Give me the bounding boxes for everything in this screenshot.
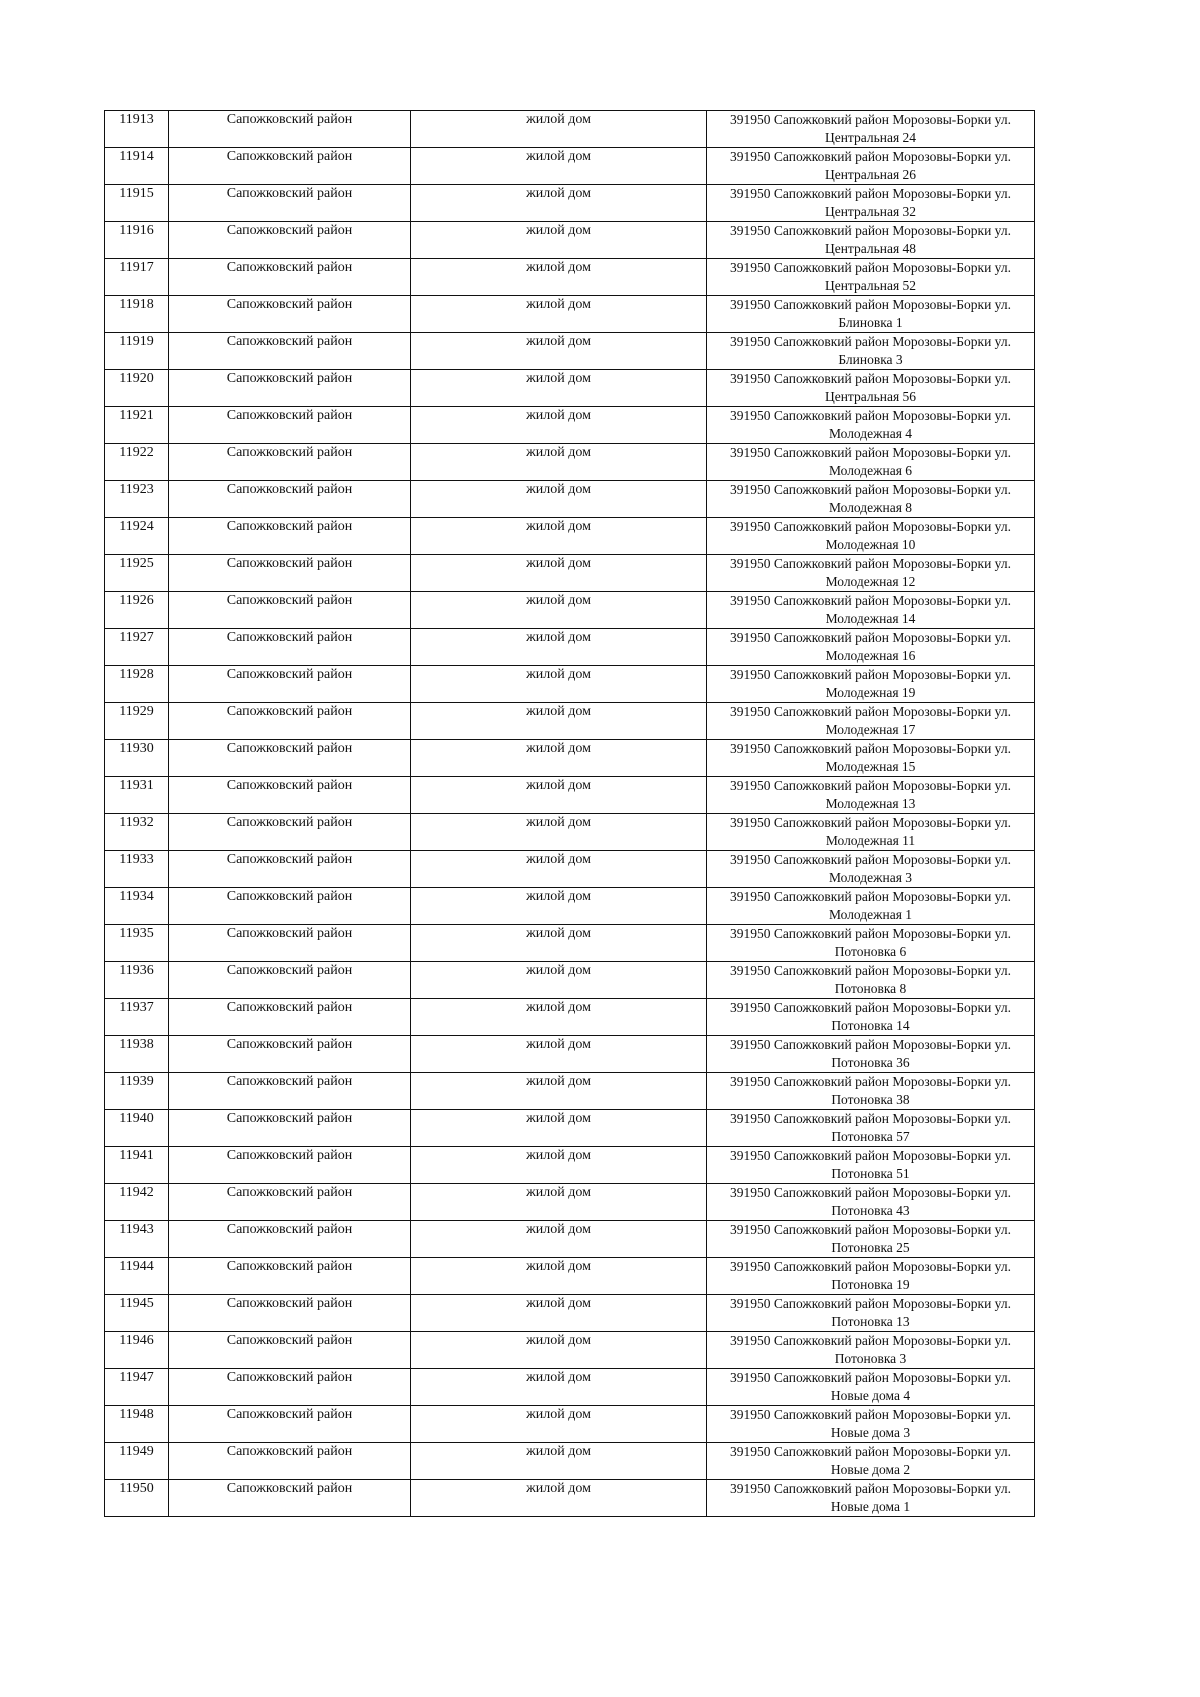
row-district-cell: Сапожковский район [169, 222, 411, 259]
address-line-1: 391950 Сапожковкий район Морозовы-Борки ул. [730, 1074, 1011, 1089]
address-line-1: 391950 Сапожковкий район Морозовы-Борки ул. [730, 741, 1011, 756]
row-type-cell: жилой дом [411, 1221, 707, 1258]
row-address-cell [707, 111, 1035, 148]
row-address-cell [707, 185, 1035, 222]
address-line-1: 391950 Сапожковкий район Морозовы-Борки ул. [730, 1370, 1011, 1385]
address-line-1: 391950 Сапожковкий район Морозовы-Борки ул. [730, 667, 1011, 682]
row-type-cell: жилой дом [411, 703, 707, 740]
row-type-cell: жилой дом [411, 1258, 707, 1295]
address-line-2: Молодежная 19 [825, 685, 916, 700]
row-id-cell: 11938 [105, 1036, 169, 1073]
row-district-cell: Сапожковский район [169, 185, 411, 222]
address-line-1: 391950 Сапожковкий район Морозовы-Борки ул. [730, 556, 1011, 571]
row-district-cell: Сапожковский район [169, 1406, 411, 1443]
address-line-2: Молодежная 3 [828, 870, 913, 885]
row-address-cell [707, 1036, 1035, 1073]
row-address-cell [707, 148, 1035, 185]
row-id-cell: 11928 [105, 666, 169, 703]
row-district-cell: Сапожковский район [169, 333, 411, 370]
row-district-cell: Сапожковский район [169, 518, 411, 555]
row-address-cell [707, 925, 1035, 962]
address-line-1: 391950 Сапожковкий район Морозовы-Борки ул. [730, 519, 1011, 534]
table-row [105, 1073, 1035, 1110]
row-district-cell: Сапожковский район [169, 925, 411, 962]
table-row [105, 629, 1035, 666]
address-line-1: 391950 Сапожковкий район Морозовы-Борки ул. [730, 408, 1011, 423]
row-district-cell: Сапожковский район [169, 777, 411, 814]
row-district-cell: Сапожковский район [169, 148, 411, 185]
address-line-1: 391950 Сапожковкий район Морозовы-Борки ул. [730, 1000, 1011, 1015]
address-line-2: Центральная 52 [824, 278, 917, 293]
row-address-cell [707, 481, 1035, 518]
address-line-1: 391950 Сапожковкий район Морозовы-Борки ул. [730, 149, 1011, 164]
address-line-2: Молодежная 12 [825, 574, 916, 589]
row-address-cell [707, 740, 1035, 777]
row-district-cell: Сапожковский район [169, 481, 411, 518]
address-line-1: 391950 Сапожковкий район Морозовы-Борки ул. [730, 112, 1011, 127]
address-line-2: Молодежная 8 [828, 500, 913, 515]
row-district-cell: Сапожковский район [169, 1110, 411, 1147]
address-line-1: 391950 Сапожковкий район Морозовы-Борки ул. [730, 223, 1011, 238]
address-line-1: 391950 Сапожковкий район Морозовы-Борки ул. [730, 926, 1011, 941]
address-line-2: Потоновка 8 [834, 981, 907, 996]
row-id-cell: 11941 [105, 1147, 169, 1184]
address-line-2: Молодежная 4 [828, 426, 913, 441]
row-address-cell [707, 296, 1035, 333]
table-row [105, 1480, 1035, 1517]
row-address-cell [707, 629, 1035, 666]
row-id-cell: 11937 [105, 999, 169, 1036]
row-district-cell: Сапожковский район [169, 814, 411, 851]
row-district-cell: Сапожковский район [169, 407, 411, 444]
row-address-cell [707, 1443, 1035, 1480]
address-line-1: 391950 Сапожковкий район Морозовы-Борки ул. [730, 1481, 1011, 1496]
row-type-cell: жилой дом [411, 629, 707, 666]
row-address-cell [707, 1073, 1035, 1110]
row-id-cell: 11923 [105, 481, 169, 518]
table-row [105, 1147, 1035, 1184]
row-id-cell: 11916 [105, 222, 169, 259]
table-row [105, 740, 1035, 777]
row-address-cell [707, 592, 1035, 629]
row-id-cell: 11934 [105, 888, 169, 925]
address-line-2: Потоновка 25 [831, 1240, 910, 1255]
records-table-body [105, 111, 1035, 1517]
row-id-cell: 11922 [105, 444, 169, 481]
row-district-cell: Сапожковский район [169, 259, 411, 296]
address-line-1: 391950 Сапожковкий район Морозовы-Борки ул. [730, 963, 1011, 978]
row-type-cell: жилой дом [411, 185, 707, 222]
table-row [105, 1332, 1035, 1369]
row-district-cell: Сапожковский район [169, 592, 411, 629]
row-address-cell [707, 222, 1035, 259]
address-line-2: Молодежная 14 [825, 611, 916, 626]
address-line-1: 391950 Сапожковкий район Морозовы-Борки ул. [730, 334, 1011, 349]
address-line-1: 391950 Сапожковкий район Морозовы-Борки ул. [730, 260, 1011, 275]
row-address-cell [707, 777, 1035, 814]
address-line-1: 391950 Сапожковкий район Морозовы-Борки ул. [730, 186, 1011, 201]
row-district-cell: Сапожковский район [169, 111, 411, 148]
address-line-2: Потоновка 3 [834, 1351, 907, 1366]
table-row [105, 999, 1035, 1036]
row-address-cell [707, 1221, 1035, 1258]
row-type-cell: жилой дом [411, 148, 707, 185]
row-type-cell: жилой дом [411, 851, 707, 888]
table-row [105, 1221, 1035, 1258]
row-district-cell: Сапожковский район [169, 962, 411, 999]
table-row [105, 1258, 1035, 1295]
row-district-cell: Сапожковский район [169, 555, 411, 592]
table-row [105, 407, 1035, 444]
row-district-cell: Сапожковский район [169, 629, 411, 666]
row-type-cell: жилой дом [411, 666, 707, 703]
row-id-cell: 11935 [105, 925, 169, 962]
table-row [105, 925, 1035, 962]
table-row [105, 703, 1035, 740]
table-row [105, 444, 1035, 481]
address-line-2: Молодежная 13 [825, 796, 916, 811]
address-line-2: Потоновка 13 [831, 1314, 910, 1329]
row-type-cell: жилой дом [411, 1443, 707, 1480]
address-line-2: Новые дома 1 [830, 1499, 911, 1514]
row-type-cell: жилой дом [411, 1369, 707, 1406]
address-line-1: 391950 Сапожковкий район Морозовы-Борки ул. [730, 889, 1011, 904]
row-address-cell [707, 1332, 1035, 1369]
row-id-cell: 11921 [105, 407, 169, 444]
table-row [105, 1406, 1035, 1443]
row-type-cell: жилой дом [411, 740, 707, 777]
address-line-2: Потоновка 6 [834, 944, 907, 959]
address-line-2: Центральная 24 [824, 130, 917, 145]
row-district-cell: Сапожковский район [169, 1332, 411, 1369]
address-line-2: Молодежная 15 [825, 759, 916, 774]
row-type-cell: жилой дом [411, 444, 707, 481]
row-id-cell: 11932 [105, 814, 169, 851]
row-district-cell: Сапожковский район [169, 1036, 411, 1073]
row-district-cell: Сапожковский район [169, 888, 411, 925]
row-district-cell: Сапожковский район [169, 703, 411, 740]
table-row [105, 370, 1035, 407]
row-type-cell: жилой дом [411, 814, 707, 851]
address-line-1: 391950 Сапожковкий район Морозовы-Борки ул. [730, 297, 1011, 312]
row-id-cell: 11939 [105, 1073, 169, 1110]
address-line-2: Молодежная 1 [828, 907, 913, 922]
row-address-cell [707, 888, 1035, 925]
row-address-cell [707, 555, 1035, 592]
address-line-1: 391950 Сапожковкий район Морозовы-Борки ул. [730, 778, 1011, 793]
row-type-cell: жилой дом [411, 1332, 707, 1369]
address-line-2: Потоновка 38 [831, 1092, 910, 1107]
row-id-cell: 11930 [105, 740, 169, 777]
row-type-cell: жилой дом [411, 259, 707, 296]
table-row [105, 777, 1035, 814]
row-id-cell: 11914 [105, 148, 169, 185]
row-type-cell: жилой дом [411, 962, 707, 999]
row-id-cell: 11925 [105, 555, 169, 592]
address-line-1: 391950 Сапожковкий район Морозовы-Борки ул. [730, 1037, 1011, 1052]
row-id-cell: 11945 [105, 1295, 169, 1332]
row-type-cell: жилой дом [411, 1184, 707, 1221]
row-address-cell [707, 259, 1035, 296]
row-district-cell: Сапожковский район [169, 1147, 411, 1184]
address-line-1: 391950 Сапожковкий район Морозовы-Борки ул. [730, 1333, 1011, 1348]
row-type-cell: жилой дом [411, 296, 707, 333]
row-id-cell: 11927 [105, 629, 169, 666]
row-address-cell [707, 999, 1035, 1036]
table-row [105, 148, 1035, 185]
table-row [105, 555, 1035, 592]
table-row [105, 666, 1035, 703]
row-district-cell: Сапожковский район [169, 370, 411, 407]
table-row [105, 851, 1035, 888]
address-line-2: Центральная 56 [824, 389, 917, 404]
table-row [105, 259, 1035, 296]
address-line-1: 391950 Сапожковкий район Морозовы-Борки ул. [730, 1185, 1011, 1200]
row-type-cell: жилой дом [411, 111, 707, 148]
table-row [105, 518, 1035, 555]
row-type-cell: жилой дом [411, 1073, 707, 1110]
address-line-1: 391950 Сапожковкий район Морозовы-Борки ул. [730, 445, 1011, 460]
table-row [105, 481, 1035, 518]
address-line-1: 391950 Сапожковкий район Морозовы-Борки ул. [730, 630, 1011, 645]
row-type-cell: жилой дом [411, 555, 707, 592]
address-line-2: Молодежная 11 [825, 833, 916, 848]
address-line-1: 391950 Сапожковкий район Морозовы-Борки ул. [730, 1222, 1011, 1237]
address-line-1: 391950 Сапожковкий район Морозовы-Борки ул. [730, 1259, 1011, 1274]
address-line-2: Центральная 26 [824, 167, 917, 182]
row-district-cell: Сапожковский район [169, 999, 411, 1036]
table-row [105, 1369, 1035, 1406]
row-address-cell [707, 518, 1035, 555]
row-id-cell: 11948 [105, 1406, 169, 1443]
row-district-cell: Сапожковский район [169, 1295, 411, 1332]
row-address-cell [707, 1184, 1035, 1221]
row-address-cell [707, 1406, 1035, 1443]
address-line-2: Новые дома 3 [830, 1425, 911, 1440]
address-line-2: Потоновка 14 [831, 1018, 910, 1033]
row-district-cell: Сапожковский район [169, 1369, 411, 1406]
address-line-2: Центральная 48 [824, 241, 917, 256]
address-line-1: 391950 Сапожковкий район Морозовы-Борки ул. [730, 1296, 1011, 1311]
table-row [105, 1036, 1035, 1073]
row-address-cell [707, 814, 1035, 851]
row-id-cell: 11913 [105, 111, 169, 148]
row-district-cell: Сапожковский район [169, 1184, 411, 1221]
row-id-cell: 11918 [105, 296, 169, 333]
table-row [105, 1443, 1035, 1480]
row-id-cell: 11929 [105, 703, 169, 740]
row-id-cell: 11917 [105, 259, 169, 296]
row-address-cell [707, 962, 1035, 999]
address-line-2: Потоновка 36 [831, 1055, 910, 1070]
row-type-cell: жилой дом [411, 777, 707, 814]
address-line-2: Молодежная 16 [825, 648, 916, 663]
row-id-cell: 11924 [105, 518, 169, 555]
table-row [105, 888, 1035, 925]
row-address-cell [707, 1258, 1035, 1295]
address-line-2: Молодежная 6 [828, 463, 913, 478]
address-line-2: Молодежная 17 [825, 722, 916, 737]
row-district-cell: Сапожковский район [169, 666, 411, 703]
row-id-cell: 11949 [105, 1443, 169, 1480]
row-district-cell: Сапожковский район [169, 1073, 411, 1110]
address-line-1: 391950 Сапожковкий район Морозовы-Борки ул. [730, 852, 1011, 867]
row-address-cell [707, 370, 1035, 407]
address-line-1: 391950 Сапожковкий район Морозовы-Борки ул. [730, 482, 1011, 497]
row-type-cell: жилой дом [411, 999, 707, 1036]
row-id-cell: 11915 [105, 185, 169, 222]
row-address-cell [707, 444, 1035, 481]
row-type-cell: жилой дом [411, 888, 707, 925]
address-line-1: 391950 Сапожковкий район Морозовы-Борки ул. [730, 593, 1011, 608]
row-type-cell: жилой дом [411, 1036, 707, 1073]
row-id-cell: 11944 [105, 1258, 169, 1295]
row-district-cell: Сапожковский район [169, 851, 411, 888]
row-id-cell: 11933 [105, 851, 169, 888]
row-district-cell: Сапожковский район [169, 740, 411, 777]
table-row [105, 333, 1035, 370]
address-line-1: 391950 Сапожковкий район Морозовы-Борки ул. [730, 1444, 1011, 1459]
records-table [104, 110, 1035, 1517]
address-line-2: Потоновка 43 [831, 1203, 910, 1218]
address-line-2: Молодежная 10 [825, 537, 916, 552]
address-line-2: Потоновка 19 [831, 1277, 910, 1292]
row-type-cell: жилой дом [411, 1480, 707, 1517]
address-line-2: Потоновка 57 [831, 1129, 910, 1144]
address-line-1: 391950 Сапожковкий район Морозовы-Борки ул. [730, 815, 1011, 830]
row-type-cell: жилой дом [411, 1147, 707, 1184]
row-address-cell [707, 1147, 1035, 1184]
row-type-cell: жилой дом [411, 518, 707, 555]
row-type-cell: жилой дом [411, 1295, 707, 1332]
table-row [105, 1295, 1035, 1332]
table-row [105, 592, 1035, 629]
row-district-cell: Сапожковский район [169, 444, 411, 481]
row-district-cell: Сапожковский район [169, 296, 411, 333]
address-line-2: Новые дома 4 [830, 1388, 911, 1403]
row-type-cell: жилой дом [411, 1406, 707, 1443]
address-line-2: Центральная 32 [824, 204, 917, 219]
row-district-cell: Сапожковский район [169, 1443, 411, 1480]
table-row [105, 296, 1035, 333]
row-id-cell: 11936 [105, 962, 169, 999]
row-address-cell [707, 1369, 1035, 1406]
address-line-2: Блиновка 1 [838, 315, 903, 330]
table-row [105, 1110, 1035, 1147]
row-address-cell [707, 1110, 1035, 1147]
table-row [105, 222, 1035, 259]
address-line-1: 391950 Сапожковкий район Морозовы-Борки ул. [730, 704, 1011, 719]
table-row [105, 185, 1035, 222]
row-type-cell: жилой дом [411, 407, 707, 444]
address-line-2: Блиновка 3 [838, 352, 903, 367]
row-id-cell: 11919 [105, 333, 169, 370]
row-district-cell: Сапожковский район [169, 1480, 411, 1517]
row-id-cell: 11950 [105, 1480, 169, 1517]
address-line-2: Потоновка 51 [831, 1166, 910, 1181]
row-address-cell [707, 851, 1035, 888]
row-id-cell: 11931 [105, 777, 169, 814]
row-id-cell: 11926 [105, 592, 169, 629]
row-type-cell: жилой дом [411, 370, 707, 407]
table-row [105, 111, 1035, 148]
row-type-cell: жилой дом [411, 1110, 707, 1147]
address-line-1: 391950 Сапожковкий район Морозовы-Борки ул. [730, 1148, 1011, 1163]
row-address-cell [707, 703, 1035, 740]
row-id-cell: 11947 [105, 1369, 169, 1406]
row-district-cell: Сапожковский район [169, 1221, 411, 1258]
row-type-cell: жилой дом [411, 925, 707, 962]
table-row [105, 1184, 1035, 1221]
address-line-1: 391950 Сапожковкий район Морозовы-Борки ул. [730, 1111, 1011, 1126]
row-address-cell [707, 1295, 1035, 1332]
table-row [105, 814, 1035, 851]
row-id-cell: 11920 [105, 370, 169, 407]
address-line-1: 391950 Сапожковкий район Морозовы-Борки ул. [730, 371, 1011, 386]
row-district-cell: Сапожковский район [169, 1258, 411, 1295]
address-line-1: 391950 Сапожковкий район Морозовы-Борки ул. [730, 1407, 1011, 1422]
row-id-cell: 11942 [105, 1184, 169, 1221]
table-row [105, 962, 1035, 999]
row-type-cell: жилой дом [411, 222, 707, 259]
row-type-cell: жилой дом [411, 481, 707, 518]
row-address-cell [707, 666, 1035, 703]
row-id-cell: 11946 [105, 1332, 169, 1369]
row-address-cell [707, 333, 1035, 370]
row-type-cell: жилой дом [411, 592, 707, 629]
row-address-cell [707, 407, 1035, 444]
address-line-2: Новые дома 2 [830, 1462, 911, 1477]
row-type-cell: жилой дом [411, 333, 707, 370]
row-address-cell [707, 1480, 1035, 1517]
row-id-cell: 11940 [105, 1110, 169, 1147]
row-id-cell: 11943 [105, 1221, 169, 1258]
